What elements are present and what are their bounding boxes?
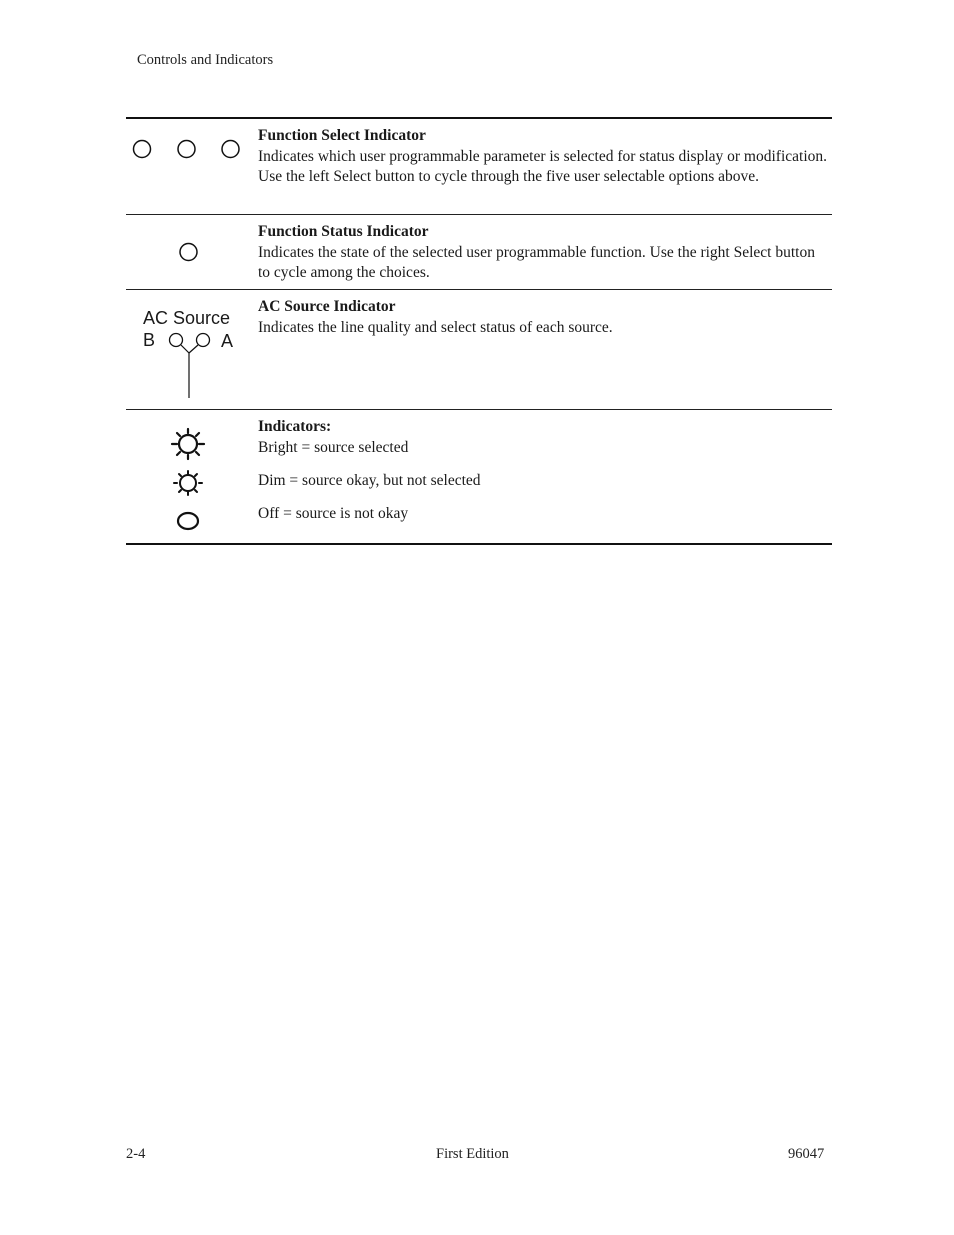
indicator-table	[126, 117, 832, 545]
document-number: 96047	[788, 1146, 825, 1162]
row-title: AC Source Indicator	[258, 298, 396, 315]
row-text	[258, 126, 828, 188]
dim-led-icon	[174, 471, 202, 495]
running-header: Controls and Indicators	[137, 52, 274, 68]
indicator-icons	[126, 410, 254, 543]
row-title: Indicators:	[258, 418, 332, 435]
source-a-label: A	[221, 331, 234, 351]
single-circle-icon	[126, 215, 254, 289]
row-title: Function Select Indicator	[258, 127, 426, 144]
indicator-off-text: Off = source is not okay	[258, 504, 409, 522]
ac-source-label: AC Source	[143, 308, 231, 328]
source-b-label: B	[143, 330, 156, 350]
table-row-function-status	[126, 214, 832, 289]
bright-led-icon	[172, 429, 204, 459]
edition-label: First Edition	[436, 1146, 509, 1162]
table-row-ac-source	[126, 289, 832, 409]
table-row-indicators	[126, 409, 832, 543]
row-text	[258, 222, 828, 284]
three-circles-icon	[126, 119, 254, 214]
indicator-bright-text: Bright = source selected	[258, 438, 409, 456]
row-description: Indicates which user programmable parameter is selected for status display or modification. Use the left Select button to cycle through the five user selectable options above.	[258, 147, 828, 185]
row-title: Function Status Indicator	[258, 223, 429, 240]
row-description: Indicates the state of the selected user programmable function. Use the right Select button to cycle among the choices.	[258, 243, 815, 281]
row-text	[258, 297, 828, 338]
page-number: 2-4	[126, 1146, 146, 1162]
row-text	[258, 417, 828, 537]
ac-source-diagram-icon	[126, 290, 254, 409]
indicator-dim-text: Dim = source okay, but not selected	[258, 471, 481, 489]
table-row-function-select	[126, 119, 832, 214]
off-led-icon	[178, 513, 198, 529]
row-description: Indicates the line quality and select status of each source.	[258, 318, 613, 336]
